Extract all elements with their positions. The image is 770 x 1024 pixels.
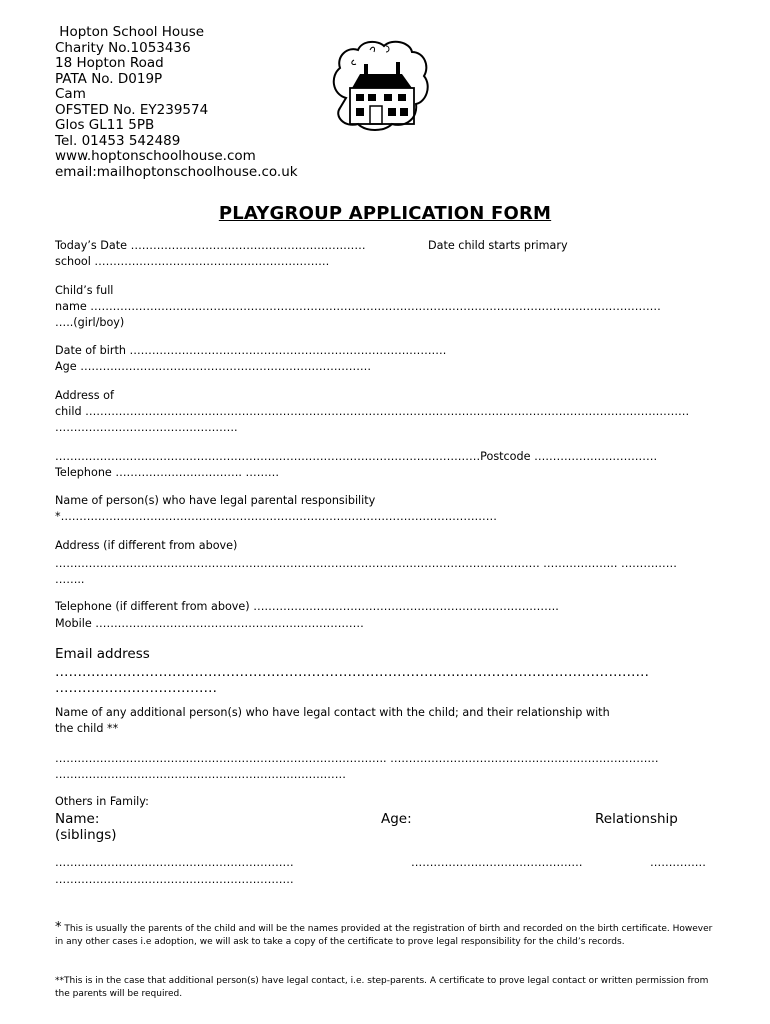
address-postcode-field[interactable]: ……………………………………………………………………………………………………Postcode ……………………………: [55, 450, 658, 463]
address-line: OFSTED No. EY239574: [55, 101, 209, 118]
family-name-field[interactable]: ……………………………………………………….: [55, 856, 294, 869]
mobile-field[interactable]: Mobile ………………………………………………………………: [55, 617, 364, 630]
address-different-label: Address (if different from above): [55, 539, 238, 552]
address-line: Hopton School House: [55, 24, 205, 40]
the-child-label: the child **: [55, 722, 119, 735]
footnote-parental-text: This is usually the parents of the child and will be the names provided at the registration of birth and recorded on the birth certificate. However in any other cases i.e adoption, we will ask to take a copy of the certificate to prove legal responsibility for the child’s records.: [55, 924, 713, 947]
email-address-field[interactable]: ……………………………………………………………………………………………………………………: [55, 664, 649, 680]
additional-persons-label: Name of any additional person(s) who have legal contact with the child; and their relationship with: [55, 706, 610, 719]
email-link[interactable]: email:mailhoptonschoolhouse.co.uk: [55, 163, 298, 180]
address-of-label: Address of: [55, 389, 114, 402]
address-line: Tel. 01453 542489: [55, 132, 181, 149]
child-name-field[interactable]: name ………………………………………………………………………………………………………………………………………: [55, 300, 661, 313]
parental-responsibility-field[interactable]: *………………………………………………………………………………………………………: [55, 510, 497, 523]
address-line: Cam: [55, 86, 86, 102]
siblings-label: (siblings): [55, 827, 117, 843]
parental-responsibility-label: Name of person(s) who have legal parental responsibility: [55, 494, 376, 507]
address-line: PATA No. D019P: [55, 70, 163, 87]
email-address-continued[interactable]: ………………………………: [55, 680, 217, 696]
todays-date-field[interactable]: Today’s Date ………………………………………………………: [55, 239, 366, 252]
additional-persons-field[interactable]: …………………………………………………………………………….. ………………………………………………………………: [55, 752, 659, 765]
telephone-different-field[interactable]: Telephone (if different from above) ……………………………………………………………………….: [55, 600, 559, 613]
address-different-continued[interactable]: ……..: [55, 573, 85, 586]
family-relationship-label: Relationship: [595, 811, 678, 827]
childs-full-label: Child’s full: [55, 284, 114, 297]
school-house-logo-icon: [326, 36, 436, 132]
family-age-label: Age:: [381, 811, 412, 827]
age-field[interactable]: Age ……………………………………………………………………: [55, 360, 372, 373]
family-relationship-field[interactable]: ……………: [650, 856, 706, 869]
footnote-parental: [55, 921, 715, 949]
email-address-label: Email address: [55, 646, 150, 662]
address-line: 18 Hopton Road: [55, 55, 164, 71]
family-name-label: Name:: [55, 811, 100, 827]
address-different-field[interactable]: …………………………………………………………………………………………………………………. ……………….. ……………: [55, 557, 677, 570]
address-line: Glos GL11 5PB: [55, 117, 155, 133]
date-of-birth-field[interactable]: Date of birth ………………………………………………………………………….: [55, 344, 447, 357]
family-name-field-2[interactable]: ……………………………………………………….: [55, 873, 294, 886]
others-in-family-label: Others in Family:: [55, 795, 149, 808]
footnote-additional: **This is in the case that additional person(s) have legal contact, i.e. step-parents. A certificate to prove legal contact or written permission from the parents will be required.: [55, 976, 709, 999]
footnote-star: *: [55, 920, 62, 935]
form-title: PLAYGROUP APPLICATION FORM: [218, 203, 552, 224]
address-line: Charity No.1053436: [55, 39, 191, 56]
girl-boy-field[interactable]: …..(girl/boy): [55, 316, 125, 329]
website-link[interactable]: www.hoptonschoolhouse.com: [55, 148, 256, 164]
additional-persons-continued[interactable]: ……………………………………………………………………: [55, 768, 346, 781]
child-address-continued[interactable]: ………………………………………….: [55, 421, 238, 434]
school-address-block: [55, 25, 298, 180]
telephone-field[interactable]: Telephone ……………………………. ………: [55, 466, 280, 479]
school-field[interactable]: school ………………………………………………………: [55, 255, 330, 268]
family-age-field[interactable]: ……………………………………….: [411, 856, 583, 869]
child-address-field[interactable]: child ………………………………………………………………………………………………………………………………………………: [55, 405, 690, 418]
date-starts-primary-label: Date child starts primary: [428, 239, 568, 252]
